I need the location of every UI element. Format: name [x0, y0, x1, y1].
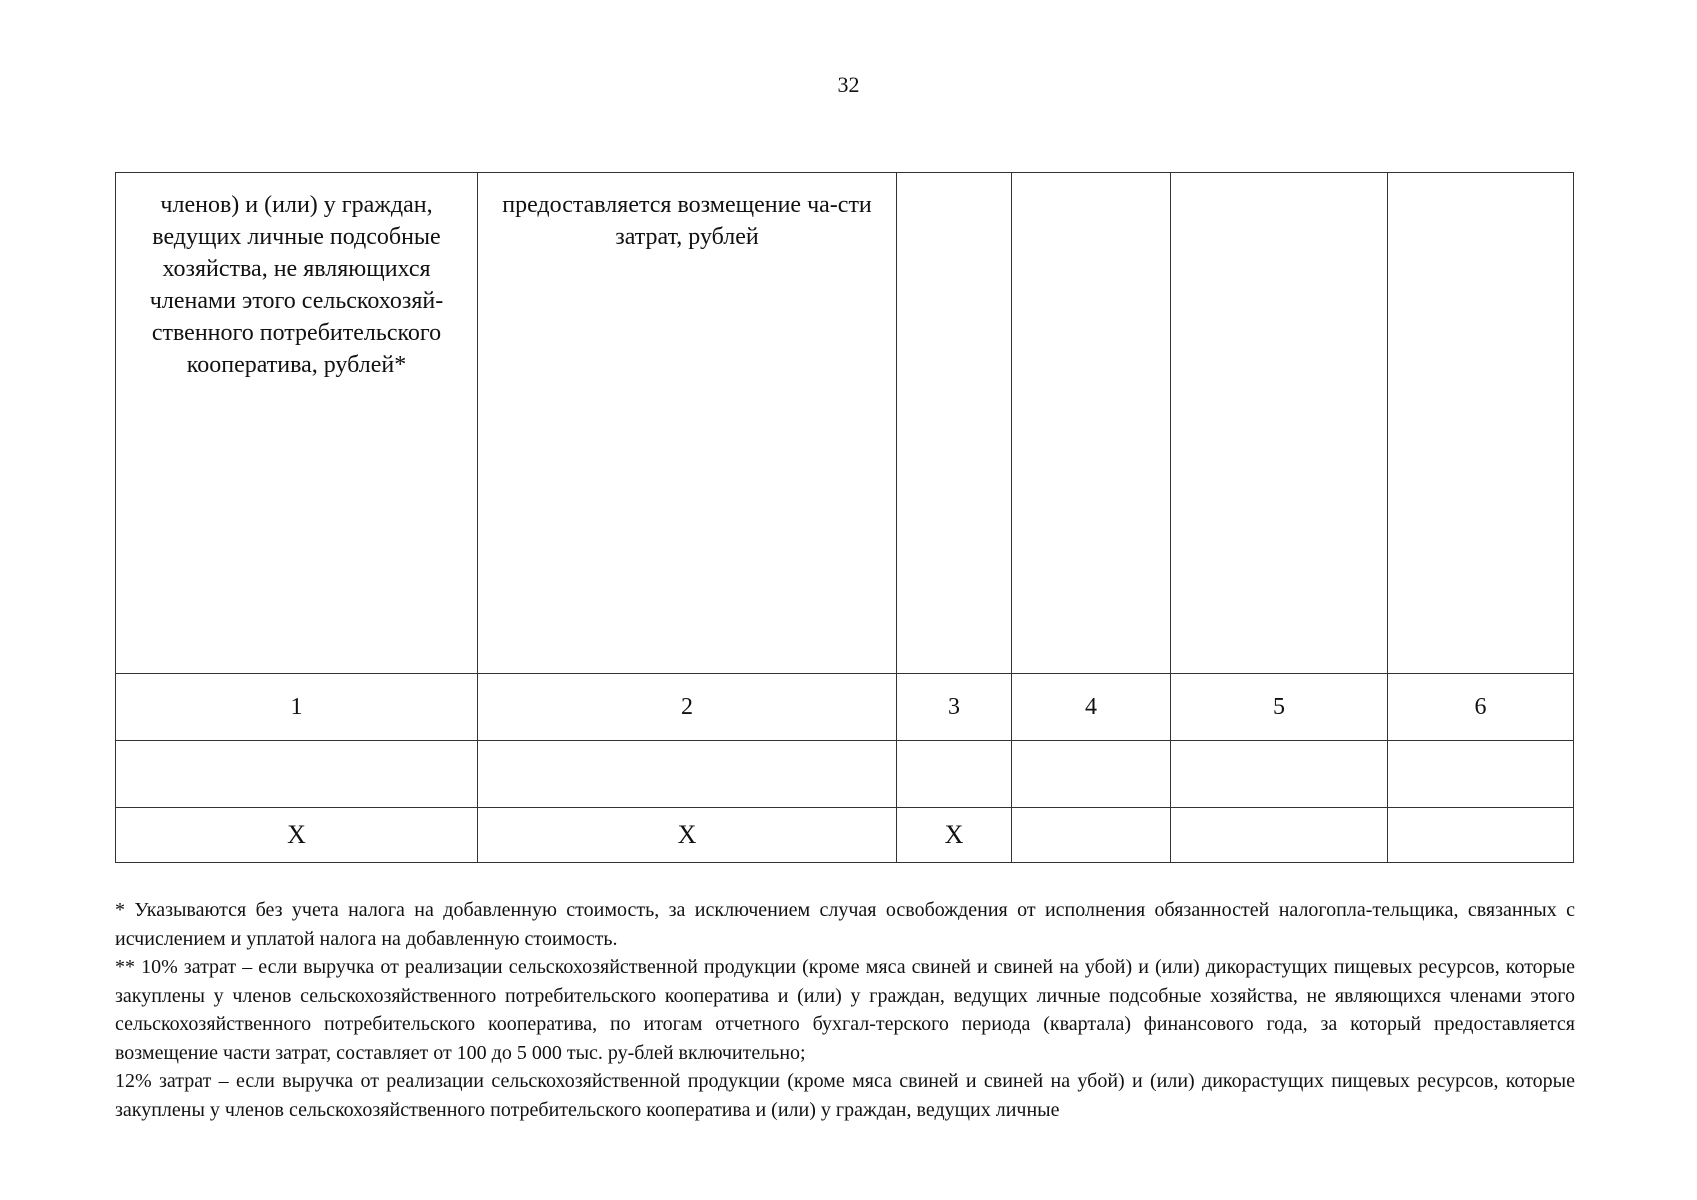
entry-cell: [1171, 741, 1388, 808]
total-cell: [1171, 808, 1388, 863]
column-number-cell: 6: [1388, 674, 1574, 741]
header-cell-1: членов) и (или) у граждан, ведущих личные подсобные хозяйства, не являющихся членами этого сельскохозяй-ственного потребительского кооператива, рублей*: [116, 173, 478, 674]
total-cell: [1388, 808, 1574, 863]
entry-cell: [1012, 741, 1171, 808]
header-cell-3: [897, 173, 1012, 674]
entry-cell: [116, 741, 478, 808]
entry-cell: [1388, 741, 1574, 808]
header-cell-2: предоставляется возмещение ча-сти затрат, рублей: [478, 173, 897, 674]
footnotes: [115, 896, 1575, 1124]
column-number-cell: 3: [897, 674, 1012, 741]
total-cell: Х: [116, 808, 478, 863]
header-cell-6: [1388, 173, 1574, 674]
subsidy-form-table: [115, 172, 1574, 863]
page-number: 32: [837, 72, 860, 97]
column-number-cell: 4: [1012, 674, 1171, 741]
header-cell-4: [1012, 173, 1171, 674]
table-header-row: [116, 173, 1574, 674]
column-number-row: [116, 674, 1574, 741]
footnote-12-percent: 12% затрат – если выручка от реализации сельскохозяйственной продукции (кроме мяса свиней и свиней на убой) и (или) дикорастущих пищевых ресурсов, которые закуплены у членов сельскохозяйственного потребительского кооператива и (или) у граждан, ведущих личные: [115, 1070, 1575, 1121]
total-cell: [1012, 808, 1171, 863]
header-cell-5: [1171, 173, 1388, 674]
data-entry-row: [116, 741, 1574, 808]
entry-cell: [478, 741, 897, 808]
entry-cell: [897, 741, 1012, 808]
column-number-cell: 2: [478, 674, 897, 741]
total-row: [116, 808, 1574, 863]
footnote-vat: * Указываются без учета налога на добавленную стоимость, за исключением случая освобождения от исполнения обязанностей налогопла-тельщика, связанных с исчислением и уплатой налога на добавленную стоимость.: [115, 899, 1575, 950]
column-number-cell: 5: [1171, 674, 1388, 741]
total-cell: Х: [478, 808, 897, 863]
column-number-cell: 1: [116, 674, 478, 741]
footnote-10-percent: ** 10% затрат – если выручка от реализации сельскохозяйственной продукции (кроме мяса свиней и свиней на убой) и (или) дикорастущих пищевых ресурсов, которые закуплены у членов сельскохозяйственного потребительского кооператива и (или) у граждан, ведущих личные подсобные хозяйства, не являющихся членами этого сельскохозяйственного потребительского кооператива, по итогам отчетного бухгал-терского периода (квартала) финансового года, за который предоставляется возмещение части затрат, составляет от 100 до 5 000 тыс. ру-блей включительно;: [115, 956, 1575, 1064]
total-cell: Х: [897, 808, 1012, 863]
